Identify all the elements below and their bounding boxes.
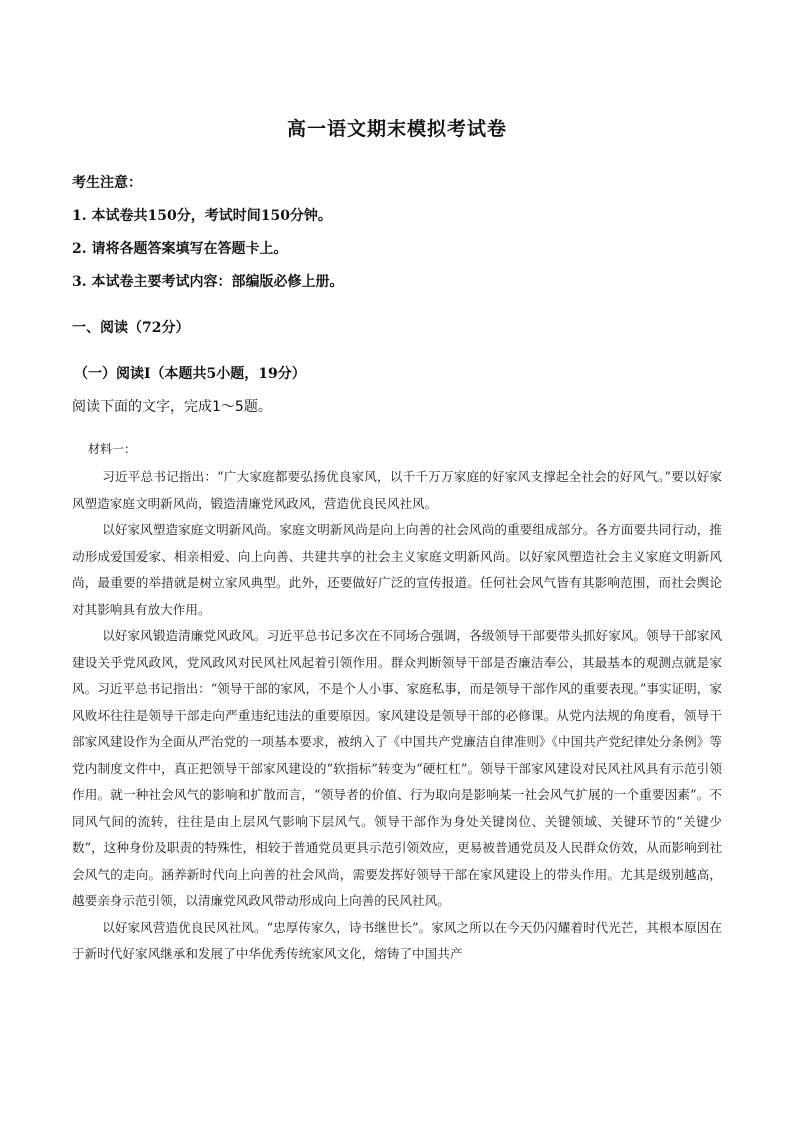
page-title: 高一语文期末模拟考试卷 xyxy=(286,118,507,140)
passage-paragraph-1: 习近平总书记指出：“广大家庭都要弘扬优良家风，以千千万万家庭的好家风支撑起全社会的好风气。”要以好家风塑造家庭文明新风尚，锻造清廉党风政风，营造优良民风社风。 xyxy=(72,469,722,511)
passage-paragraph-3: 以好家风锻造清廉党风政风。习近平总书记多次在不同场合强调，各级领导干部要带头抓好家风。领导干部家风建设关乎党风政风，党风政风对民风社风起着引领作用。群众判断领导干部是否廉洁奉公，其最基本的观测点就是家风。习近平总书记指出：“领导干部的家风，不是个人小事、家庭私事，而是领导干部作风的重要表现。”事实证明，家风败坏往往是领导干部走向严重违纪违法的重要原因。家风建设是领导干部的必修课。从党内法规的角度看，领导干部家风建设作为全面从严治党的一项基本要求，被纳入了《中国共产党廉洁自律准则》《中国共产党纪律处分条例》等党内制度文件中，真正把领导干部家风建设的“软指标”转变为“硬杠杠”。领导干部家风建设对民风社风具有示范引领作用。就一种社会风气的影响和扩散而言，“领导者的价值、行为取向是影响某一社会风气扩展的一个重要因素”。不同风气间的流转，往往是由上层风气影响下层风气。领导干部作为身处关键岗位、关键领域、关键环节的“关键少数”，这种身份及职责的特殊性，相较于普通党员更具示范引领效应，更易被普通党员及人民群众仿效，从而影响到社会风气的走向。涵养新时代向上向善的社会风尚，需要发挥好领导干部在家风建设上的带头作用。尤其是级别越高，越要亲身示范引领，以清廉党风政风带动形成向上向善的民风社风。 xyxy=(72,628,722,908)
reading-instruction: 阅读下面的文字，完成1～5题。 xyxy=(72,399,272,415)
notice-heading: 考生注意： xyxy=(72,175,142,191)
subsection-heading: （一）阅读Ⅰ（本题共5小题，19分） xyxy=(74,366,306,382)
notice-item-3: 3. 本试卷主要考试内容：部编版必修上册。 xyxy=(72,274,344,290)
passage-paragraph-2: 以好家风塑造家庭文明新风尚。家庭文明新风尚是向上向善的社会风尚的重要组成部分。各方面要共同行动，推动形成爱国爱家、相亲相爱、向上向善、共建共享的社会主义家庭文明新风尚。以好家风塑造社会主义家庭文明新风尚，最重要的举措就是树立家风典型。此外，还要做好广泛的宣传报道。任何社会风气皆有其影响范围，而社会舆论对其影响具有放大作用。 xyxy=(72,522,722,617)
section-heading: 一、阅读（72分） xyxy=(72,320,190,336)
material-label: 材料一： xyxy=(88,442,137,456)
passage-body xyxy=(72,464,722,968)
notice-item-1: 1. 本试卷共150分，考试时间150分钟。 xyxy=(72,208,332,224)
notice-item-2: 2. 请将各题答案填写在答题卡上。 xyxy=(72,241,288,257)
passage-paragraph-4: 以好家风营造优良民风社风。“忠厚传家久，诗书继世长”。家风之所以在今天仍闪耀着时代光芒，其根本原因在于新时代好家风继承和发展了中华优秀传统家风文化，熔铸了中国共产 xyxy=(72,919,722,961)
